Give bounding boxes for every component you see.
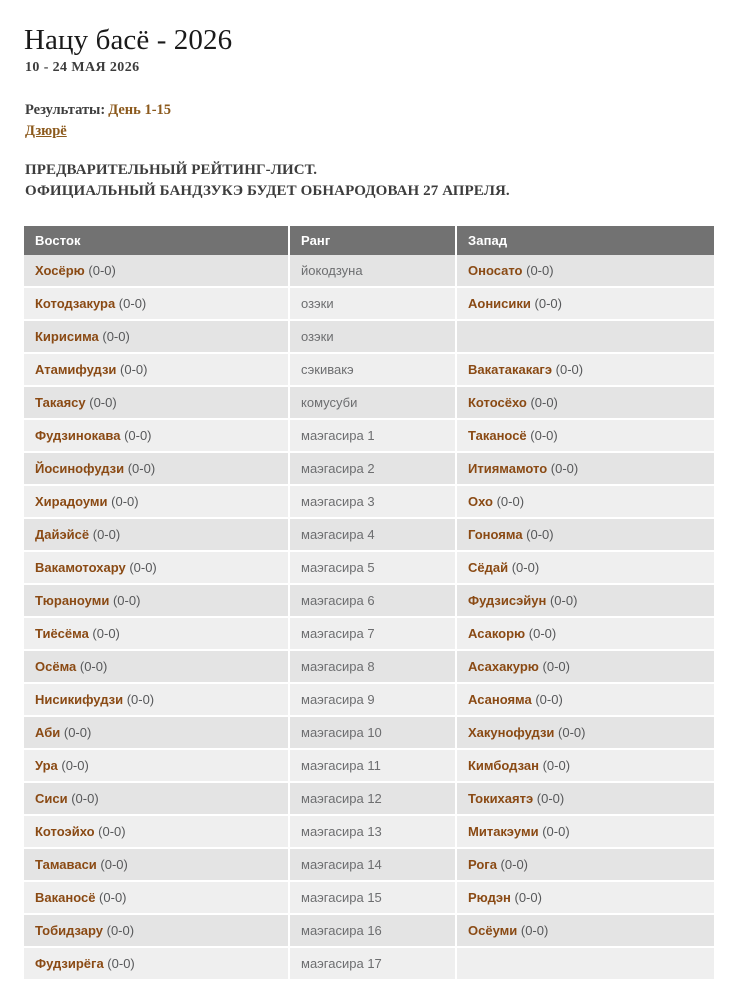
preliminary-notice <box>25 160 510 202</box>
rikishi-record: (0-0) <box>120 428 152 443</box>
rikishi-cell-west <box>456 584 714 617</box>
rank-cell <box>289 419 456 452</box>
rikishi-cell-west <box>456 452 714 485</box>
rikishi-cell-west <box>456 617 714 650</box>
rikishi-name[interactable]: Рюдэн <box>468 890 511 905</box>
rank-label: маэгасира 17 <box>301 956 382 971</box>
rikishi-cell-west <box>456 650 714 683</box>
rikishi-cell-east <box>24 584 289 617</box>
rikishi-name[interactable]: Асанояма <box>468 692 532 707</box>
rank-label: йокодзуна <box>301 263 363 278</box>
rikishi-cell-east <box>24 485 289 518</box>
basho-dates: 10 - 24 МАЯ 2026 <box>25 60 140 75</box>
banzuke-table-body <box>24 255 714 980</box>
banzuke-table-head <box>24 226 714 255</box>
rikishi-cell-west <box>456 881 714 914</box>
table-row <box>24 782 714 815</box>
rikishi-name[interactable]: Кирисима <box>35 329 99 344</box>
rikishi-record: (0-0) <box>522 263 554 278</box>
rikishi-cell-east <box>24 914 289 947</box>
rikishi-record: (0-0) <box>124 461 156 476</box>
rikishi-record: (0-0) <box>107 494 139 509</box>
rikishi-record: (0-0) <box>492 494 525 509</box>
rank-label: маэгасира 2 <box>301 461 375 476</box>
notice-line-2: ОФИЦИАЛЬНЫЙ БАНДЗУКЭ БУДЕТ ОБНАРОДОВАН 27 АПРЕЛЯ. <box>25 183 510 199</box>
rikishi-record: (0-0) <box>554 725 586 740</box>
rikishi-record: (0-0) <box>538 659 570 674</box>
rank-label: маэгасира 12 <box>301 791 382 806</box>
rikishi-record: (0-0) <box>88 626 120 641</box>
page-title: Нацу басё - 2026 <box>24 24 233 57</box>
rank-cell <box>289 353 456 386</box>
rikishi-cell-east <box>24 551 289 584</box>
rank-cell <box>289 815 456 848</box>
table-row <box>24 914 714 947</box>
rikishi-cell-east <box>24 683 289 716</box>
rank-cell <box>289 255 456 287</box>
rikishi-name[interactable]: Асакорю <box>468 626 526 641</box>
rikishi-cell-east <box>24 815 289 848</box>
rikishi-cell-west <box>456 683 714 716</box>
rikishi-name[interactable]: Хирадоуми <box>35 494 108 509</box>
table-row <box>24 716 714 749</box>
results-line <box>25 101 171 120</box>
rikishi-name[interactable]: Аби <box>35 725 61 740</box>
rikishi-cell-west <box>456 914 714 947</box>
table-row <box>24 617 714 650</box>
rikishi-cell-west <box>456 518 714 551</box>
table-row <box>24 650 714 683</box>
rikishi-cell-east <box>24 419 289 452</box>
rikishi-name[interactable]: Йосинофудзи <box>35 461 125 476</box>
table-row <box>24 353 714 386</box>
rikishi-record: (0-0) <box>496 857 528 872</box>
table-row <box>24 287 714 320</box>
rank-label: маэгасира 14 <box>301 857 382 872</box>
rikishi-cell-west <box>456 815 714 848</box>
rikishi-record: (0-0) <box>96 857 128 872</box>
banzuke-table <box>24 226 714 981</box>
rikishi-record: (0-0) <box>76 659 108 674</box>
rank-label: маэгасира 11 <box>301 758 381 773</box>
rikishi-name[interactable]: Ура <box>35 758 58 773</box>
rikishi-name[interactable]: Котосёхо <box>468 395 527 410</box>
rikishi-cell-east <box>24 320 289 353</box>
rikishi-name[interactable]: Тобидзару <box>35 923 104 938</box>
rank-label: маэгасира 3 <box>301 494 375 509</box>
rikishi-record: (0-0) <box>123 692 155 707</box>
rikishi-record: (0-0) <box>526 428 558 443</box>
rank-cell <box>289 551 456 584</box>
rank-cell <box>289 881 456 914</box>
juryo-link[interactable]: Дзюрё <box>25 123 67 139</box>
rikishi-name[interactable]: Аонисики <box>468 296 531 311</box>
rank-label: озэки <box>301 329 334 344</box>
rank-cell <box>289 386 456 419</box>
rikishi-name[interactable]: Нисикифудзи <box>35 692 124 707</box>
table-row <box>24 749 714 782</box>
rikishi-name[interactable]: Тамаваси <box>35 857 97 872</box>
rank-cell <box>289 683 456 716</box>
rikishi-record: (0-0) <box>547 461 579 476</box>
rank-cell <box>289 584 456 617</box>
rikishi-name[interactable]: Рога <box>468 857 497 872</box>
rikishi-record: (0-0) <box>517 923 549 938</box>
rank-label: маэгасира 8 <box>301 659 375 674</box>
rank-label: маэгасира 1 <box>301 428 375 443</box>
rikishi-record: (0-0) <box>526 395 558 410</box>
rikishi-cell-west <box>456 386 714 419</box>
rank-label: маэгасира 4 <box>301 527 375 542</box>
rank-cell <box>289 716 456 749</box>
rikishi-name[interactable]: Вакатакакагэ <box>468 362 553 377</box>
table-row <box>24 255 714 287</box>
notice-line-1: ПРЕДВАРИТЕЛЬНЫЙ РЕЙТИНГ-ЛИСТ. <box>25 162 318 178</box>
rikishi-cell-east <box>24 386 289 419</box>
rikishi-cell-east <box>24 287 289 320</box>
rikishi-name[interactable]: Осёуми <box>468 923 518 938</box>
rank-cell <box>289 848 456 881</box>
rikishi-cell-east <box>24 452 289 485</box>
rikishi-cell-west <box>456 320 714 353</box>
rikishi-record: (0-0) <box>103 923 135 938</box>
rikishi-record: (0-0) <box>116 362 148 377</box>
rikishi-cell-east <box>24 650 289 683</box>
juryo-line <box>25 122 67 141</box>
rikishi-record: (0-0) <box>95 890 127 905</box>
results-days-link[interactable]: День 1-15 <box>108 102 172 118</box>
rank-cell <box>289 287 456 320</box>
rikishi-record: (0-0) <box>125 560 157 575</box>
rikishi-name[interactable]: Митакэуми <box>468 824 539 839</box>
rikishi-cell-west <box>456 749 714 782</box>
rikishi-record: (0-0) <box>67 791 99 806</box>
rikishi-record: (0-0) <box>94 824 126 839</box>
rikishi-cell-west <box>456 947 714 980</box>
rank-label: маэгасира 16 <box>301 923 382 938</box>
rikishi-record: (0-0) <box>103 956 135 971</box>
table-row <box>24 947 714 980</box>
rank-cell <box>289 617 456 650</box>
column-header-west: Запад <box>456 226 714 255</box>
rikishi-cell-east <box>24 617 289 650</box>
rikishi-record: (0-0) <box>525 626 557 641</box>
rikishi-record: (0-0) <box>109 593 141 608</box>
rikishi-cell-east <box>24 749 289 782</box>
rikishi-cell-west <box>456 287 714 320</box>
rikishi-record: (0-0) <box>522 527 554 542</box>
table-row <box>24 848 714 881</box>
rank-label: маэгасира 6 <box>301 593 375 608</box>
rikishi-record: (0-0) <box>552 362 584 377</box>
rikishi-record: (0-0) <box>57 758 89 773</box>
table-row <box>24 551 714 584</box>
rikishi-name[interactable]: Фудзисэйун <box>468 593 547 608</box>
rikishi-record: (0-0) <box>531 692 563 707</box>
rank-cell <box>289 650 456 683</box>
rank-label: маэгасира 10 <box>301 725 382 740</box>
rikishi-name[interactable]: Атамифудзи <box>35 362 117 377</box>
rikishi-cell-east <box>24 518 289 551</box>
rikishi-cell-east <box>24 353 289 386</box>
rank-label: маэгасира 5 <box>301 560 375 575</box>
rikishi-name[interactable]: Вакамотохару <box>35 560 126 575</box>
rikishi-name[interactable]: Котодзакура <box>35 296 116 311</box>
rikishi-name[interactable]: Тюраноуми <box>35 593 110 608</box>
rikishi-name[interactable]: Осёма <box>35 659 77 674</box>
rank-label: маэгасира 15 <box>301 890 382 905</box>
rikishi-cell-west <box>456 848 714 881</box>
table-row <box>24 815 714 848</box>
rank-cell <box>289 749 456 782</box>
results-label: Результаты: <box>25 102 106 118</box>
table-row <box>24 386 714 419</box>
rikishi-cell-west <box>456 551 714 584</box>
table-row <box>24 881 714 914</box>
rikishi-name[interactable]: Кимбодзан <box>468 758 539 773</box>
rikishi-name[interactable]: Оносато <box>468 263 523 278</box>
table-header-row <box>24 226 714 255</box>
rikishi-name[interactable]: Тиёсёма <box>35 626 89 641</box>
table-row <box>24 320 714 353</box>
rikishi-record: (0-0) <box>89 527 121 542</box>
rikishi-cell-east <box>24 782 289 815</box>
rikishi-cell-west <box>456 353 714 386</box>
rikishi-cell-east <box>24 947 289 980</box>
table-row <box>24 518 714 551</box>
rikishi-name[interactable]: Ваканосё <box>35 890 96 905</box>
rikishi-record: (0-0) <box>538 824 570 839</box>
rikishi-name[interactable]: Токихаятэ <box>468 791 534 806</box>
rikishi-record: (0-0) <box>546 593 578 608</box>
rikishi-name[interactable]: Гонояма <box>468 527 523 542</box>
rikishi-name[interactable]: Сёдай <box>468 560 509 575</box>
rikishi-name[interactable]: Асахакурю <box>468 659 539 674</box>
rikishi-name[interactable]: Такаясу <box>35 395 86 410</box>
column-header-east: Восток <box>24 226 289 255</box>
rank-cell <box>289 518 456 551</box>
rikishi-name[interactable]: Таканосё <box>468 428 527 443</box>
rank-label: маэгасира 7 <box>301 626 375 641</box>
rank-cell <box>289 452 456 485</box>
rikishi-cell-west <box>456 255 714 287</box>
rikishi-cell-east <box>24 255 289 287</box>
table-row <box>24 419 714 452</box>
rank-label: маэгасира 13 <box>301 824 382 839</box>
rikishi-cell-west <box>456 485 714 518</box>
rank-cell <box>289 320 456 353</box>
rikishi-name[interactable]: Охо <box>468 494 493 509</box>
rikishi-record: (0-0) <box>508 560 540 575</box>
rank-label: маэгасира 9 <box>301 692 375 707</box>
rank-cell <box>289 485 456 518</box>
rikishi-cell-west <box>456 782 714 815</box>
table-row <box>24 452 714 485</box>
rikishi-name[interactable]: Фудзирёга <box>35 956 104 971</box>
rikishi-record: (0-0) <box>538 758 571 773</box>
rikishi-record: (0-0) <box>84 263 116 278</box>
rank-label: озэки <box>301 296 334 311</box>
table-row <box>24 584 714 617</box>
rank-cell <box>289 782 456 815</box>
rikishi-record: (0-0) <box>530 296 562 311</box>
rikishi-cell-west <box>456 419 714 452</box>
rikishi-record: (0-0) <box>98 329 130 344</box>
column-header-rank: Ранг <box>289 226 456 255</box>
rikishi-cell-east <box>24 881 289 914</box>
rikishi-record: (0-0) <box>115 296 147 311</box>
rikishi-record: (0-0) <box>85 395 117 410</box>
rikishi-cell-east <box>24 716 289 749</box>
rikishi-name[interactable]: Фудзинокава <box>35 428 121 443</box>
table-row <box>24 485 714 518</box>
table-row <box>24 683 714 716</box>
rikishi-record: (0-0) <box>510 890 542 905</box>
rikishi-name[interactable]: Итиямамото <box>468 461 548 476</box>
rikishi-cell-west <box>456 716 714 749</box>
rank-label: комусуби <box>301 395 358 410</box>
rikishi-name[interactable]: Котоэйхо <box>35 824 95 839</box>
rikishi-record: (0-0) <box>533 791 565 806</box>
rank-cell <box>289 914 456 947</box>
rikishi-name[interactable]: Хакунофудзи <box>468 725 555 740</box>
rikishi-record: (0-0) <box>60 725 92 740</box>
rikishi-name[interactable]: Дайэйсё <box>35 527 90 542</box>
rank-cell <box>289 947 456 980</box>
rikishi-name[interactable]: Сиси <box>35 791 68 806</box>
rikishi-cell-east <box>24 848 289 881</box>
rikishi-name[interactable]: Хосёрю <box>35 263 85 278</box>
rank-label: сэкивакэ <box>301 362 354 377</box>
